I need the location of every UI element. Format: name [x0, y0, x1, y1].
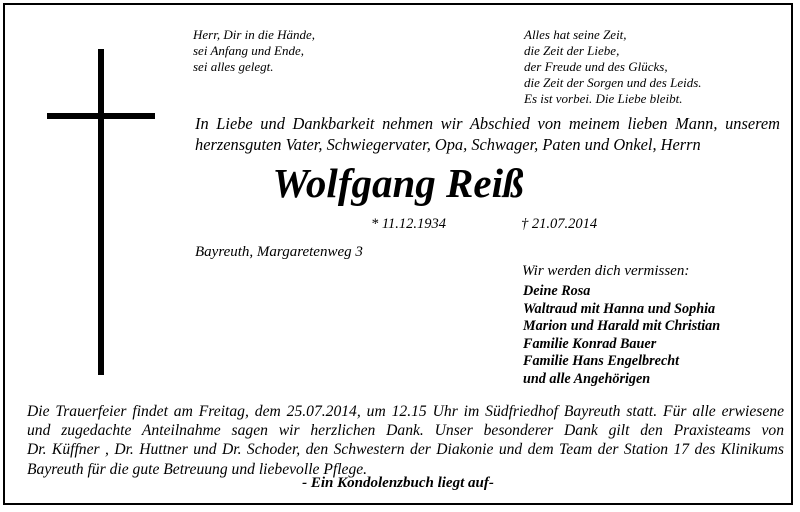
intro-line: herzensguten Vater, Schwiegervater, Opa, Schwager, Paten und Onkel, Herrn [195, 135, 701, 154]
closing-text [27, 402, 784, 479]
verse-right-line: die Zeit der Liebe, [524, 43, 620, 58]
verse-right-line: die Zeit der Sorgen und des Leids. [524, 75, 702, 90]
miss-line: Wir werden dich vermissen: [522, 263, 690, 279]
intro-line: In Liebe und Dankbarkeit nehmen wir Abschied von meinem lieben Mann, unserem [195, 114, 780, 133]
death-date: † 21.07.2014 [521, 216, 598, 232]
closing-line: Dr. Küffner , Dr. Huttner und Dr. Schoder, den Schwestern der Diakonie und dem Team der Station 17 des Klinikums [27, 441, 784, 459]
deceased-name: Wolfgang Reiß [272, 160, 524, 206]
verse-right [524, 27, 702, 107]
verse-left-line: Herr, Dir in die Hände, [193, 27, 316, 42]
mourner: Waltraud mit Hanna und Sophia [523, 300, 716, 317]
condolence-book-note: - Ein Kondolenzbuch liegt auf- [302, 475, 494, 491]
verse-right-line: Es ist vorbei. Die Liebe bleibt. [524, 91, 683, 106]
mourner: und alle Angehörigen [523, 370, 651, 387]
verse-left [193, 27, 315, 75]
mourners-list [523, 283, 720, 388]
cross-icon-bar [47, 113, 155, 119]
birth-date: * 11.12.1934 [371, 216, 447, 232]
intro-text [195, 113, 780, 155]
verse-left-line: sei Anfang und Ende, [193, 43, 304, 58]
verse-right-line: der Freude und des Glücks, [524, 59, 668, 74]
mourner: Familie Konrad Bauer [523, 335, 657, 352]
cross-icon [98, 49, 104, 375]
closing-line: Bayreuth für die gute Betreuung und liebevolle Pflege. [27, 460, 368, 478]
mourner: Deine Rosa [523, 283, 591, 299]
mourner: Marion und Harald mit Christian [523, 318, 721, 334]
verse-right-line: Alles hat seine Zeit, [524, 27, 627, 42]
obituary-card [3, 3, 793, 505]
address: Bayreuth, Margaretenweg 3 [195, 244, 363, 260]
closing-line: und zugedachte Anteilnahme sagen wir herzlichen Dank. Unser besonderer Dank gilt den Praxisteams von [27, 422, 784, 440]
mourner: Familie Hans Engelbrecht [523, 353, 680, 369]
verse-left-line: sei alles gelegt. [193, 59, 274, 74]
closing-line: Die Trauerfeier findet am Freitag, dem 25.07.2014, um 12.15 Uhr im Südfriedhof Bayreuth statt. Für alle erwiesene [27, 403, 784, 420]
